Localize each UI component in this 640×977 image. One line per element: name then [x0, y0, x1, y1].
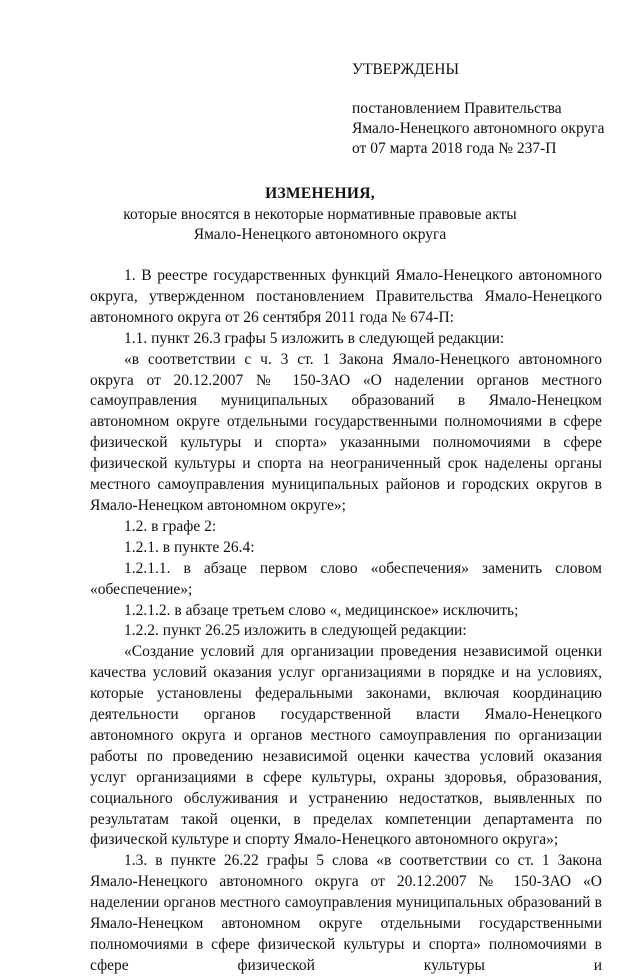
approval-line-1: постановлением Правительства [352, 100, 562, 117]
approval-line-2: Ямало-Ненецкого автономного округа [352, 120, 605, 137]
paragraph-1-3: 1.3. в пункте 26.22 графы 5 слова «в соответствии со ст. 1 Закона Ямало-Ненецкого автономного округа от 20.12.2007 № 150-ЗАО «О наделении органов местного самоуправления муниципальных образований в Ямало-Ненецком автономном округе отдельными государственными полномочиями в сфере физической культуры и спорта» полномочиями в сфере физической культуры и [90, 852, 602, 974]
approval-heading: УТВЕРЖДЕНЫ [352, 61, 459, 78]
paragraph-1-2-1-1: 1.2.1.1. в абзаце первом слово «обеспечения» заменить словом «обеспечение»; [90, 559, 602, 598]
document-subtitle-line-1: которые вносятся в некоторые нормативные правовые акты [123, 206, 517, 223]
paragraph-1-2-1-2: 1.2.1.2. в абзаце третьем слово «, медицинское» исключить; [124, 601, 519, 619]
paragraph-1-1-text: «в соответствии с ч. 3 ст. 1 Закона Ямало-Ненецкого автономного округа от 20.12.2007 № 150-ЗАО «О наделении органов местного самоуправления муниципальных образований в Ямало-Ненецком автономном округе отдельными государственными полномочиями в сфере физической культуры и спорта» указанными полномочиями в сфере физической культуры и спорта на неограниченный срок наделены органы местного самоуправления муниципальных районов и городских округов в Ямало-Ненецком автономном округе»; [90, 350, 602, 514]
document-subtitle-line-2: Ямало-Ненецкого автономного округа [193, 226, 447, 243]
paragraph-1: 1. В реестре государственных функций Ямало-Ненецкого автономного округа, утвержденном постановлением Правительства Ямало-Ненецкого автономного округа от 26 сентября 2011 года № 674-П: [90, 267, 602, 326]
paragraph-1-2-1: 1.2.1. в пункте 26.4: [124, 538, 255, 556]
document-body [90, 266, 602, 977]
approval-line-3: от 07 марта 2018 года № 237-П [352, 140, 557, 157]
paragraph-1-1: 1.1. пункт 26.3 графы 5 изложить в следующей редакции: [124, 329, 505, 347]
document-title: ИЗМЕНЕНИЯ, [265, 185, 375, 202]
paragraph-1-2: 1.2. в графе 2: [124, 517, 217, 535]
paragraph-1-2-2-text: «Создание условий для организации проведения независимой оценки качества условий оказания услуг организациями в порядке и на условиях, которые установлены федеральными законами, включая координацию деятельности органов государственной власти Ямало-Ненецкого автономного округа и органов местного самоуправления по организации работы по проведению независимой оценки качества условий оказания услуг организациями в сфере культуры, охраны здоровья, образования, социального обслуживания и устранению недостатков, выявленных по результатам такой оценки, в пределах компетенции департамента по физической культуре и спорту Ямало-Ненецкого автономного округа»; [90, 643, 602, 849]
paragraph-1-2-2: 1.2.2. пункт 26.25 изложить в следующей редакции: [124, 622, 467, 640]
